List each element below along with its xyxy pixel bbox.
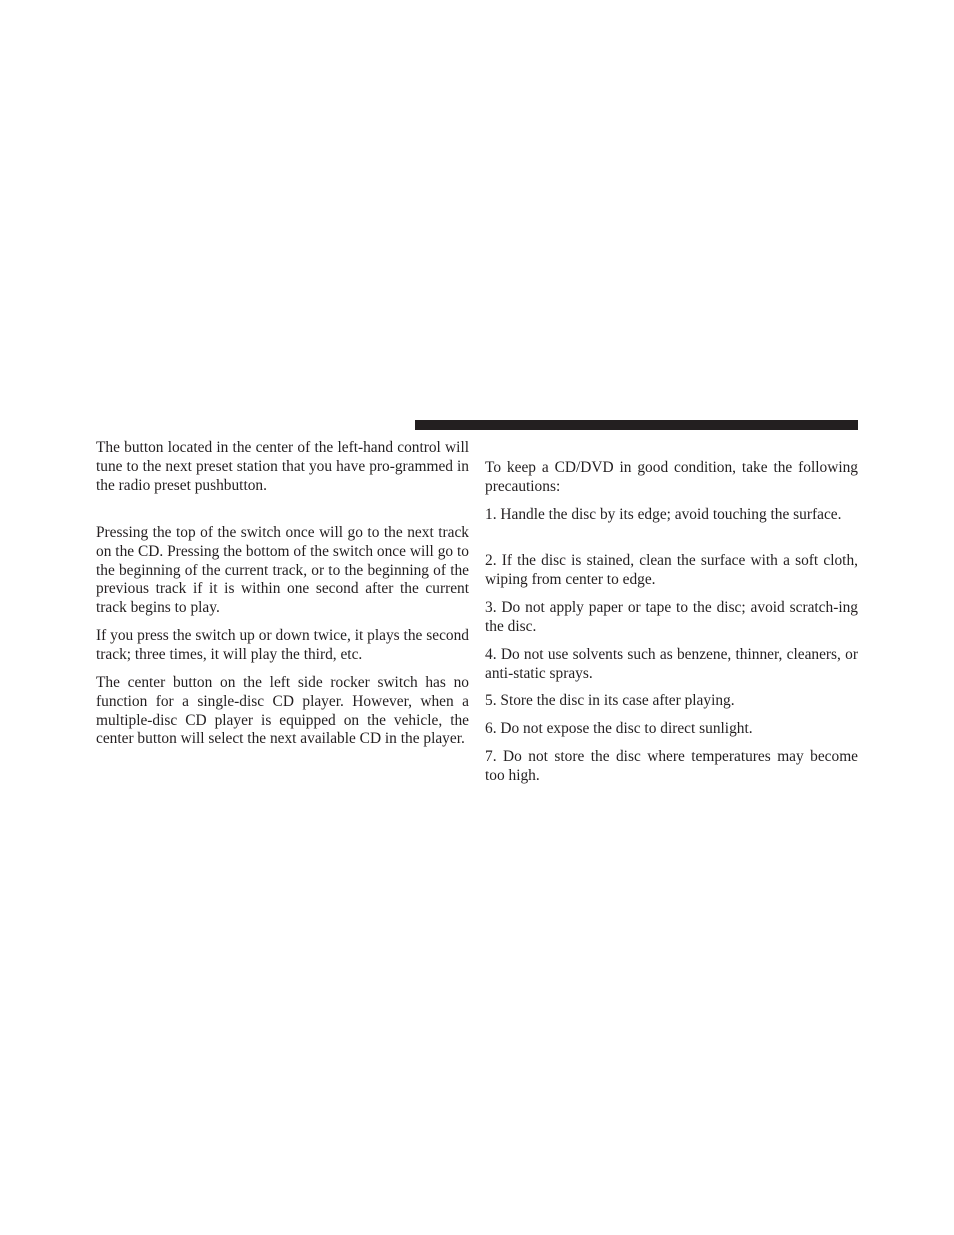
center-button-paragraph: The center button on the left side rocker switch has no function for a single-disc CD player. However, when a multiple-disc CD player is equipped on the vehicle, the center button will select the next available CD in the player.	[96, 674, 469, 748]
disc-care-intro: To keep a CD/DVD in good condition, take the following precautions:	[485, 459, 858, 495]
precaution-item-3: 3. Do not apply paper or tape to the disc; avoid scratch-ing the disc.	[485, 599, 858, 635]
precaution-item-7: 7. Do not store the disc where temperatures may become too high.	[485, 748, 858, 784]
precaution-item-5: 5. Store the disc in its case after playing.	[485, 692, 735, 709]
precaution-item-2: 2. If the disc is stained, clean the surface with a soft cloth, wiping from center to edge.	[485, 552, 858, 588]
precaution-item-4: 4. Do not use solvents such as benzene, thinner, cleaners, or anti-static sprays.	[485, 646, 858, 682]
preset-station-paragraph: The button located in the center of the left-hand control will tune to the next preset station that you have pro-grammed in the radio preset pushbutton.	[96, 439, 469, 494]
switch-twice-paragraph: If you press the switch up or down twice, it plays the second track; three times, it will play the third, etc.	[96, 627, 469, 663]
precaution-item-1: 1. Handle the disc by its edge; avoid touching the surface.	[485, 506, 842, 523]
section-header-rule	[415, 420, 858, 430]
precaution-item-6: 6. Do not expose the disc to direct sunlight.	[485, 720, 753, 737]
track-switch-paragraph: Pressing the top of the switch once will go to the next track on the CD. Pressing the bottom of the switch once will go to the beginning of the current track, or to the beginning of the previous track if it is within one second after the current track begins to play.	[96, 524, 469, 617]
